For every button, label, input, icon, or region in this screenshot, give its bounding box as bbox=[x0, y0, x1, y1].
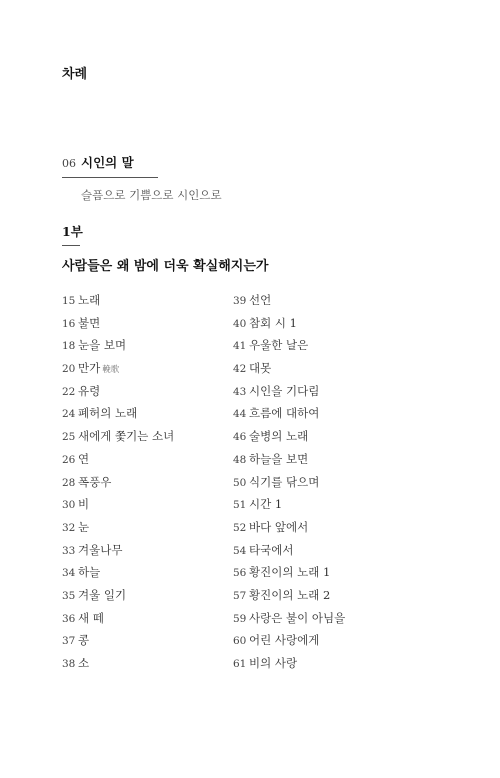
toc-entry-page: 44 bbox=[233, 408, 247, 421]
toc-entry-page: 50 bbox=[233, 476, 247, 489]
toc-entry[interactable] bbox=[233, 519, 345, 542]
toc-entry-page: 30 bbox=[62, 499, 76, 512]
preface-divider bbox=[62, 177, 158, 178]
toc-entry[interactable] bbox=[233, 360, 345, 383]
part-heading bbox=[62, 222, 268, 274]
toc-entry-title: 어린 사랑에게 bbox=[249, 633, 320, 648]
toc-entry-title: 바다 앞에서 bbox=[249, 519, 309, 534]
toc-entry-title: 우울한 날은 bbox=[249, 338, 309, 353]
toc-entry-page: 32 bbox=[62, 521, 76, 534]
toc-entry-page: 56 bbox=[233, 567, 247, 580]
toc-entry-title: 사랑은 불이 아님을 bbox=[249, 610, 346, 625]
toc-entry-page: 16 bbox=[62, 317, 76, 330]
toc-entry[interactable] bbox=[62, 292, 174, 315]
toc-entry-title: 폐허의 노래 bbox=[78, 406, 138, 421]
toc-entry-note: 輓歌 bbox=[102, 365, 120, 376]
preface-subtitle: 슬픔으로 기쁨으로 시인으로 bbox=[81, 188, 222, 202]
toc-entry[interactable] bbox=[233, 632, 345, 655]
toc-entry-title: 선언 bbox=[249, 293, 272, 307]
toc-entry-title: 대못 bbox=[249, 361, 272, 376]
toc-entry-title: 하늘을 보면 bbox=[249, 451, 309, 466]
toc-entry-title: 소 bbox=[78, 656, 90, 670]
toc-entry[interactable] bbox=[62, 496, 174, 519]
preface-page-number: 06 bbox=[62, 157, 76, 170]
toc-entry[interactable] bbox=[233, 587, 345, 610]
toc-entry-title: 콩 bbox=[78, 633, 90, 648]
toc-entry-title: 눈을 보며 bbox=[78, 338, 127, 353]
toc-column-right bbox=[233, 292, 345, 678]
toc-entry-title: 하늘 bbox=[78, 565, 101, 580]
toc-entry-page: 33 bbox=[62, 544, 76, 557]
toc-entry-page: 18 bbox=[62, 340, 76, 353]
toc-entry[interactable] bbox=[233, 474, 345, 497]
toc-entry-page: 60 bbox=[233, 635, 247, 648]
toc-entry-title: 황진이의 노래 2 bbox=[249, 587, 331, 602]
toc-entry-title: 겨울 일기 bbox=[78, 587, 127, 602]
page-title: 차례 bbox=[62, 67, 88, 82]
toc-entry-page: 48 bbox=[233, 453, 247, 466]
toc-entry[interactable] bbox=[233, 337, 345, 360]
toc-entry-page: 57 bbox=[233, 589, 247, 602]
toc-entry[interactable] bbox=[62, 405, 174, 428]
toc-entry[interactable] bbox=[62, 451, 174, 474]
part-label: 1부 bbox=[62, 224, 83, 239]
toc-entry-page: 51 bbox=[233, 499, 247, 512]
toc-entry-title: 만가 bbox=[78, 361, 101, 376]
toc-entry[interactable] bbox=[62, 360, 174, 383]
toc-entry-page: 24 bbox=[62, 408, 76, 421]
toc-entry[interactable] bbox=[233, 564, 345, 587]
preface-title: 시인의 말 bbox=[81, 155, 134, 170]
toc-entry[interactable] bbox=[62, 610, 174, 633]
toc-entry-title: 연 bbox=[78, 451, 90, 466]
toc-entry-title: 식기를 닦으며 bbox=[249, 474, 320, 489]
toc-entry-title: 시인을 기다림 bbox=[249, 383, 320, 398]
toc-entry[interactable] bbox=[62, 632, 174, 655]
toc-entry[interactable] bbox=[62, 542, 174, 565]
toc-entry-title: 비 bbox=[78, 497, 90, 512]
part-title: 사람들은 왜 밤에 더욱 확실해지는가 bbox=[62, 259, 269, 274]
toc-entry[interactable] bbox=[62, 315, 174, 338]
toc-entry[interactable] bbox=[233, 315, 345, 338]
toc-entry-page: 61 bbox=[233, 658, 247, 670]
toc-entry-page: 20 bbox=[62, 363, 76, 376]
toc-entry[interactable] bbox=[233, 383, 345, 406]
toc-entry[interactable] bbox=[62, 337, 174, 360]
toc-entry-page: 42 bbox=[233, 363, 247, 376]
toc-entry-page: 40 bbox=[233, 317, 247, 330]
toc-entry-page: 38 bbox=[62, 658, 76, 670]
toc-entry-page: 39 bbox=[233, 295, 247, 307]
toc-entry-title: 타국에서 bbox=[249, 542, 294, 557]
toc-entry-page: 54 bbox=[233, 544, 247, 557]
toc-entry-title: 흐름에 대하여 bbox=[249, 406, 320, 421]
toc-entry[interactable] bbox=[233, 655, 345, 678]
part-divider bbox=[62, 245, 80, 246]
toc-entry-page: 35 bbox=[62, 589, 76, 602]
toc-entry-title: 새에게 쫓기는 소녀 bbox=[78, 429, 175, 444]
toc-entry-page: 28 bbox=[62, 476, 76, 489]
toc-entry[interactable] bbox=[62, 655, 174, 678]
toc-entry-title: 불면 bbox=[78, 315, 101, 330]
toc-entry-title: 시간 1 bbox=[249, 497, 283, 512]
toc-entry-title: 황진이의 노래 1 bbox=[249, 565, 331, 580]
toc-column-left bbox=[62, 292, 174, 678]
toc-entry-page: 25 bbox=[62, 431, 76, 444]
toc-entry[interactable] bbox=[62, 428, 174, 451]
toc-entry-title: 비의 사랑 bbox=[249, 656, 298, 670]
toc-entry-page: 52 bbox=[233, 521, 247, 534]
toc-entry-title: 술병의 노래 bbox=[249, 429, 309, 444]
toc-entry-title: 노래 bbox=[78, 293, 101, 307]
toc-entry[interactable] bbox=[62, 474, 174, 497]
toc-entry[interactable] bbox=[233, 610, 345, 633]
toc-entry-title: 새 떼 bbox=[78, 610, 104, 625]
toc-entry[interactable] bbox=[233, 428, 345, 451]
toc-entry[interactable] bbox=[62, 587, 174, 610]
toc-entry-page: 15 bbox=[62, 295, 76, 307]
toc-entry-page: 36 bbox=[62, 612, 76, 625]
toc-entry[interactable] bbox=[233, 542, 345, 565]
toc-entry-page: 46 bbox=[233, 431, 247, 444]
toc-entry-title: 참회 시 1 bbox=[249, 315, 297, 330]
toc-entry-page: 41 bbox=[233, 340, 247, 353]
toc-entry[interactable] bbox=[62, 519, 174, 542]
toc-entry-page: 22 bbox=[62, 385, 76, 398]
preface-entry[interactable] bbox=[62, 153, 222, 203]
toc-entry-page: 43 bbox=[233, 385, 247, 398]
toc-entry[interactable] bbox=[62, 383, 174, 406]
toc-entry-title: 겨울나무 bbox=[78, 542, 123, 557]
toc-entry-title: 폭풍우 bbox=[78, 474, 112, 489]
toc-entry-page: 26 bbox=[62, 453, 76, 466]
toc-entry[interactable] bbox=[233, 292, 345, 315]
toc-entry-page: 59 bbox=[233, 612, 247, 625]
toc-entry[interactable] bbox=[233, 451, 345, 474]
toc-entry[interactable] bbox=[233, 496, 345, 519]
toc-entry-page: 34 bbox=[62, 567, 76, 580]
toc-entry[interactable] bbox=[62, 564, 174, 587]
toc-entry-page: 37 bbox=[62, 635, 76, 648]
toc-entry[interactable] bbox=[233, 405, 345, 428]
toc-entry-title: 눈 bbox=[78, 519, 90, 534]
toc-entry-title: 유령 bbox=[78, 383, 101, 398]
